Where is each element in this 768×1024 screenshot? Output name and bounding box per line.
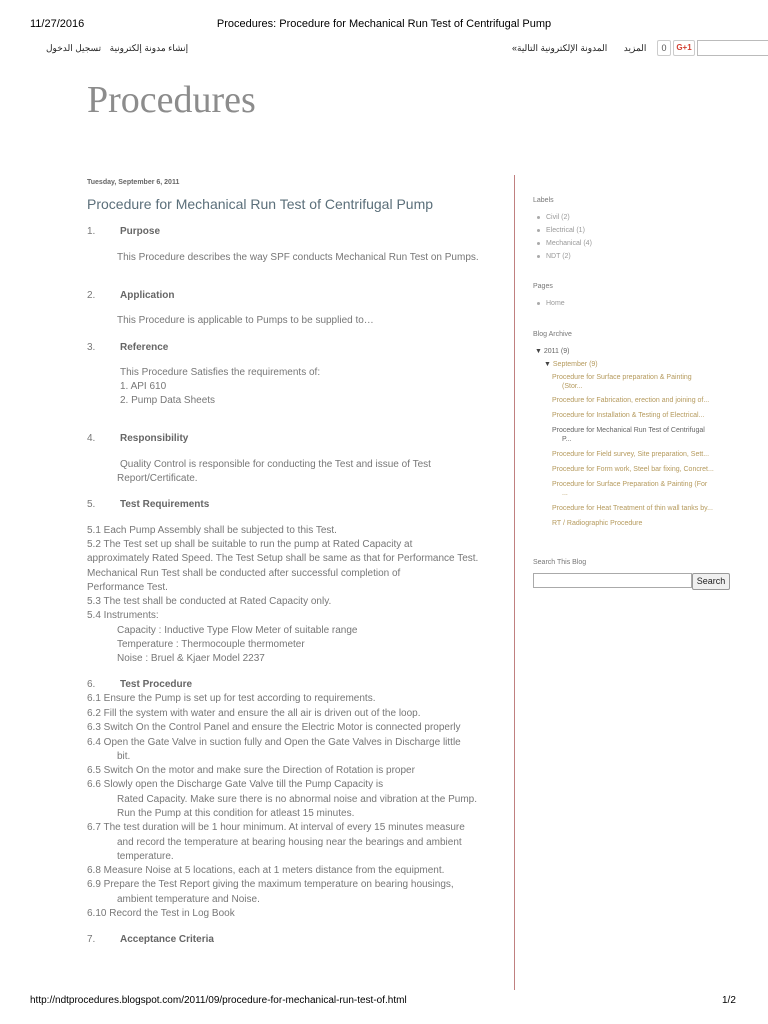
bullet-icon [537, 229, 540, 232]
paragraph: Performance Test. [87, 582, 168, 593]
list-item: 6.9 Prepare the Test Report giving the maximum temperature on bearing housings, [87, 879, 454, 890]
archive-heading: Blog Archive [533, 331, 572, 338]
label-link-civil[interactable] [537, 214, 570, 221]
page-link-home[interactable] [537, 300, 565, 307]
archive-post-current: P... [562, 436, 572, 443]
archive-month-text: September (9) [552, 361, 598, 368]
more-link[interactable]: المزيد [623, 43, 647, 53]
archive-post-link[interactable]: Procedure for Heat Treatment of thin wall tanks by... [552, 505, 713, 512]
section-number: 3. [87, 342, 96, 353]
instrument-row: Capacity : Inductive Type Flow Meter of suitable range [117, 625, 358, 636]
list-item: 2. Pump Data Sheets [120, 395, 216, 406]
section-number: 5. [87, 499, 96, 510]
gplus-button[interactable]: G+1 [673, 40, 695, 56]
triangle-down-icon: ▼ [544, 361, 551, 368]
archive-post-link[interactable]: RT / Radiographic Procedure [552, 520, 643, 527]
section-heading: Acceptance Criteria [120, 934, 214, 945]
list-item: 6.1 Ensure the Pump is set up for test according to requirements. [87, 693, 376, 704]
list-item: 6.2 Fill the system with water and ensure the all air is driven out of the loop. [87, 708, 421, 719]
paragraph: This Procedure is applicable to Pumps to be supplied to… [117, 315, 374, 326]
bullet-icon [537, 242, 540, 245]
label-text: Electrical (1) [546, 227, 585, 234]
print-title: Procedures: Procedure for Mechanical Run Test of Centrifugal Pump [216, 18, 552, 30]
list-item: 6.3 Switch On the Control Panel and ensure the Electric Motor is connected properly [87, 722, 461, 733]
paragraph: Run the Pump at this condition for atleast 15 minutes. [117, 808, 355, 819]
share-count: 0 [657, 40, 671, 56]
archive-year-text: 2011 (9) [543, 348, 570, 355]
archive-post-link[interactable]: Procedure for Surface Preparation & Painting (For [552, 481, 708, 488]
create-blog-link[interactable]: إنشاء مدونة إلكترونية [109, 43, 189, 53]
archive-post-link[interactable]: Procedure for Surface preparation & Painting [552, 374, 692, 381]
list-item: 6.10 Record the Test in Log Book [87, 908, 235, 919]
paragraph: and record the temperature at bearing housing near the bearings and ambient [117, 837, 462, 848]
column-divider [514, 175, 515, 990]
paragraph: ambient temperature and Noise. [117, 894, 260, 905]
archive-post-link[interactable]: (Stor... [562, 383, 583, 390]
list-item: 6.7 The test duration will be 1 hour minimum. At interval of every 15 minutes measure [87, 822, 465, 833]
archive-post-link[interactable]: Procedure for Fabrication, erection and joining of... [552, 397, 710, 404]
list-item: 6.5 Switch On the motor and make sure the Direction of Rotation is proper [87, 765, 415, 776]
page-text: Home [546, 300, 565, 307]
archive-post-link[interactable]: ... [562, 490, 568, 497]
section-heading: Responsibility [120, 433, 189, 444]
search-heading: Search This Blog [533, 559, 587, 566]
blog-search-input[interactable] [533, 573, 692, 588]
bullet-icon [537, 255, 540, 258]
label-text: Civil (2) [546, 214, 570, 221]
post-title[interactable]: Procedure for Mechanical Run Test of Centrifugal Pump [87, 196, 434, 212]
section-heading: Test Requirements [120, 499, 210, 510]
section-heading: Test Procedure [120, 679, 193, 690]
label-link-mechanical[interactable] [537, 240, 592, 247]
archive-post-current: Procedure for Mechanical Run Test of Centrifugal [552, 427, 705, 434]
paragraph: This Procedure describes the way SPF conducts Mechanical Run Test on Pumps. [117, 252, 479, 263]
section-number: 2. [87, 290, 96, 301]
labels-heading: Labels [533, 197, 554, 204]
paragraph: temperature. [117, 851, 174, 862]
paragraph: Quality Control is responsible for conducting the Test and issue of Test [120, 459, 431, 470]
paragraph: approximately Rated Speed. The Test Setup shall be same as that for Performance Test. [87, 553, 479, 564]
archive-month-toggle[interactable] [544, 361, 598, 368]
print-date: 11/27/2016 [30, 18, 85, 30]
list-item: 1. API 610 [120, 381, 167, 392]
list-item: 6.4 Open the Gate Valve in suction fully and Open the Gate Valves in Discharge little [87, 737, 461, 748]
paragraph: bit. [117, 751, 131, 762]
paragraph: Mechanical Run Test shall be conducted after successful completion of [87, 568, 401, 579]
navbar-search-input[interactable] [697, 40, 768, 56]
post-date: Tuesday, September 6, 2011 [87, 179, 180, 186]
list-item: 5.2 The Test set up shall be suitable to run the pump at Rated Capacity at [87, 539, 413, 550]
triangle-down-icon: ▼ [535, 348, 542, 355]
sign-in-link[interactable]: تسجيل الدخول [46, 43, 102, 53]
list-item: 5.4 Instruments: [87, 610, 159, 621]
blogger-navbar [30, 39, 736, 59]
paragraph: Report/Certificate. [117, 473, 198, 484]
label-text: Mechanical (4) [546, 240, 592, 247]
section-heading: Reference [120, 342, 169, 353]
archive-post-link[interactable]: Procedure for Field survey, Site preparation, Sett... [552, 451, 710, 458]
archive-post-link[interactable]: Procedure for Installation & Testing of Electrical... [552, 412, 705, 419]
navbar-left-links [40, 43, 188, 54]
pages-heading: Pages [533, 283, 553, 290]
list-item: 6.6 Slowly open the Discharge Gate Valve till the Pump Capacity is [87, 779, 384, 790]
print-page-number: 1/2 [722, 995, 736, 1006]
instrument-row: Noise : Bruel & Kjaer Model 2237 [117, 653, 265, 664]
search-button[interactable]: Search [692, 573, 730, 590]
bullet-icon [537, 302, 540, 305]
blog-title[interactable]: Procedures [87, 79, 256, 121]
section-number: 6. [87, 679, 96, 690]
label-text: NDT (2) [546, 253, 571, 260]
label-link-ndt[interactable] [537, 253, 571, 260]
print-url[interactable]: http://ndtprocedures.blogspot.com/2011/09/procedure-for-mechanical-run-test-of.html [30, 995, 407, 1006]
section-number: 1. [87, 226, 96, 237]
navbar-right-links [498, 43, 646, 54]
bullet-icon [537, 216, 540, 219]
label-link-electrical[interactable] [537, 227, 585, 234]
paragraph: This Procedure Satisfies the requirements of: [120, 367, 321, 378]
section-heading: Purpose [120, 226, 161, 237]
archive-year-toggle[interactable] [535, 348, 569, 355]
section-number: 4. [87, 433, 96, 444]
archive-post-link[interactable]: Procedure for Form work, Steel bar fixing, Concret... [552, 466, 714, 473]
section-number: 7. [87, 934, 96, 945]
list-item: 5.1 Each Pump Assembly shall be subjected to this Test. [87, 525, 337, 536]
list-item: 6.8 Measure Noise at 5 locations, each at 1 meters distance from the equipment. [87, 865, 445, 876]
paragraph: Rated Capacity. Make sure there is no abnormal noise and vibration at the Pump. [117, 794, 478, 805]
next-blog-link[interactable]: المدونة الإلكترونية التالية» [512, 43, 608, 53]
section-heading: Application [120, 290, 175, 301]
instrument-row: Temperature : Thermocouple thermometer [117, 639, 305, 650]
list-item: 5.3 The test shall be conducted at Rated Capacity only. [87, 596, 332, 607]
